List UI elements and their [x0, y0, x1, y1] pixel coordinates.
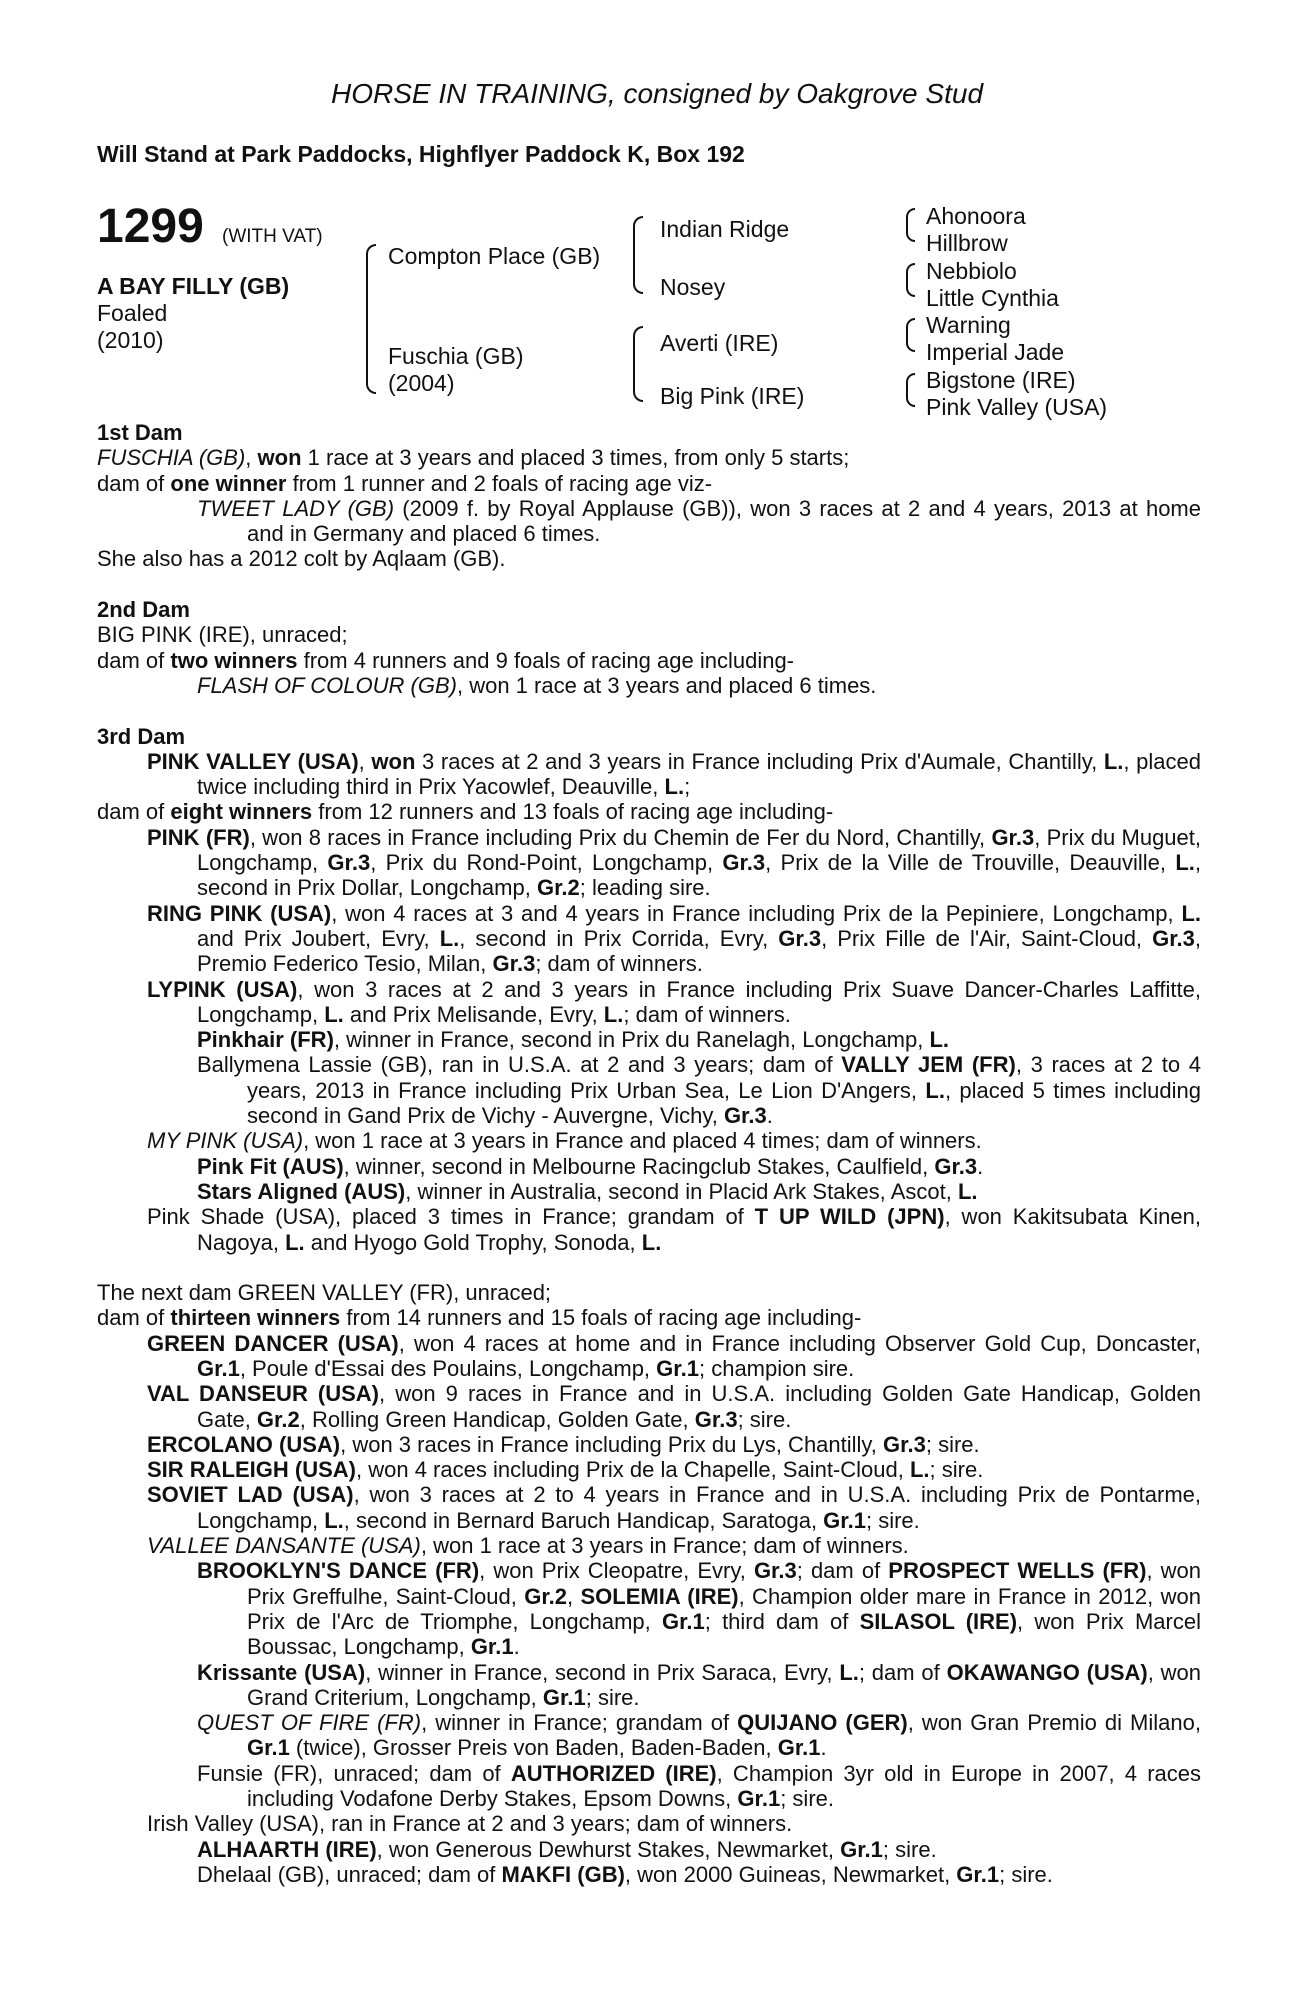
pedigree-dam: Fuschia (GB): [388, 343, 524, 369]
produce-record: [97, 420, 1201, 1887]
produce-entry: SIR RALEIGH (USA), won 4 races including Prix de la Chapelle, Saint-Cloud, L.; sire.: [147, 1457, 984, 1483]
pedigree-g3: Bigstone (IRE): [926, 367, 1076, 393]
produce-entry: Irish Valley (USA), ran in France at 2 and 3 years; dam of winners.: [147, 1811, 793, 1837]
produce-entry: BROOKLYN'S DANCE (FR), won Prix Cleopatre, Evry, Gr.3; dam of PROSPECT WELLS (FR), won Prix Greffulhe, Saint-Cloud, Gr.2, SOLEMIA (IRE), Champion older mare in France in 2012, won Prix de l'Arc de Triomphe, Longchamp, Gr.1; third dam of SILASOL (IRE), won Prix Marcel Boussac, Longchamp, Gr.1.: [197, 1558, 1202, 1660]
dam-entry: dam of eight winners from 12 runners and 13 foals of racing age including-: [97, 799, 834, 825]
lot-name: A BAY FILLY (GB): [97, 273, 290, 299]
pedigree-sire-sire: Indian Ridge: [660, 216, 790, 242]
produce-entry: FLASH OF COLOUR (GB), won 1 race at 3 years and placed 6 times.: [197, 672, 877, 698]
second-dam-heading: 2nd Dam: [97, 597, 190, 623]
pedigree-dam-sire: Averti (IRE): [660, 330, 779, 356]
dam-entry: FUSCHIA (GB), won 1 race at 3 years and placed 3 times, from only 5 starts;: [97, 445, 850, 471]
foaled-year: (2010): [97, 327, 164, 353]
dam-entry: The next dam GREEN VALLEY (FR), unraced;: [97, 1280, 552, 1306]
pedigree-brace-g3c: [906, 318, 915, 352]
produce-entry: VAL DANSEUR (USA), won 9 races in France and in U.S.A. including Golden Gate Handicap, Golden Gate, Gr.2, Rolling Green Handicap, Golden Gate, Gr.3; sire.: [147, 1381, 1201, 1432]
pedigree-g3: Nebbiolo: [926, 258, 1017, 284]
produce-entry: ERCOLANO (USA), won 3 races in France including Prix du Lys, Chantilly, Gr.3; sire.: [147, 1431, 980, 1457]
first-dam-heading: 1st Dam: [97, 420, 183, 445]
pedigree-brace-g3b: [906, 263, 915, 297]
produce-entry: QUEST OF FIRE (FR), winner in France; grandam of QUIJANO (GER), won Gran Premio di Milano, Gr.1 (twice), Grosser Preis von Baden, Baden-Baden, Gr.1.: [197, 1710, 1201, 1761]
pedigree-g3: Warning: [926, 312, 1011, 338]
lot-number: 1299: [97, 200, 204, 253]
catalogue-header: HORSE IN TRAINING, consigned by Oakgrove Stud: [330, 78, 984, 109]
produce-entry: PINK (FR), won 8 races in France including Prix du Chemin de Fer du Nord, Chantilly, Gr.3, Prix du Muguet, Longchamp, Gr.3, Prix du Rond-Point, Longchamp, Gr.3, Prix de la Ville de Trouville, Deauville, L., second in Prix Dollar, Longchamp, Gr.2; leading sire.: [147, 824, 1201, 901]
vat-note: (WITH VAT): [222, 226, 323, 247]
dam-entry: dam of thirteen winners from 14 runners and 15 foals of racing age including-: [97, 1305, 862, 1331]
produce-entry: LYPINK (USA), won 3 races at 2 and 3 years in France including Prix Suave Dancer-Charles Laffitte, Longchamp, L. and Prix Melisande, Evry, L.; dam of winners.: [147, 976, 1201, 1027]
produce-entry: RING PINK (USA), won 4 races at 3 and 4 years in France including Prix de la Pepiniere, Longchamp, L. and Prix Joubert, Evry, L., second in Prix Corrida, Evry, Gr.3, Prix Fille de l'Air, Saint-Cloud, Gr.3, Premio Federico Tesio, Milan, Gr.3; dam of winners.: [147, 900, 1202, 977]
produce-entry: Pink Shade (USA), placed 3 times in France; grandam of T UP WILD (JPN), won Kakitsubata Kinen, Nagoya, L. and Hyogo Gold Trophy, Sonoda, L.: [147, 1204, 1202, 1255]
produce-entry: MY PINK (USA), won 1 race at 3 years in France and placed 4 times; dam of winners.: [147, 1128, 982, 1154]
produce-entry: GREEN DANCER (USA), won 4 races at home and in France including Observer Gold Cup, Doncaster, Gr.1, Poule d'Essai des Poulains, Longchamp, Gr.1; champion sire.: [147, 1330, 1201, 1381]
pedigree-brace-gen1: [366, 244, 376, 394]
pedigree-dam-year: (2004): [388, 370, 455, 396]
produce-entry: Pinkhair (FR), winner in France, second in Prix du Ranelagh, Longchamp, L.: [197, 1027, 950, 1053]
produce-entry: Dhelaal (GB), unraced; dam of MAKFI (GB), won 2000 Guineas, Newmarket, Gr.1; sire.: [197, 1861, 1053, 1887]
produce-entry: Stars Aligned (AUS), winner in Australia, second in Placid Ark Stakes, Ascot, L.: [197, 1178, 978, 1204]
pedigree-g3: Ahonoora: [926, 203, 1026, 229]
pedigree-dam-dam: Big Pink (IRE): [660, 383, 805, 409]
third-dam-heading: 3rd Dam: [97, 723, 186, 749]
dam-entry: PINK VALLEY (USA), won 3 races at 2 and 3 years in France including Prix d'Aumale, Chantilly, L., placed twice including third in Prix Yacowlef, Deauville, L.;: [147, 748, 1201, 800]
stand-location: Will Stand at Park Paddocks, Highflyer Paddock K, Box 192: [97, 141, 745, 167]
foaled-label: Foaled: [97, 300, 168, 326]
produce-note: She also has a 2012 colt by Aqlaam (GB).: [97, 546, 506, 572]
dam-entry: BIG PINK (IRE), unraced;: [97, 622, 348, 648]
produce-entry: Pink Fit (AUS), winner, second in Melbourne Racingclub Stakes, Caulfield, Gr.3.: [197, 1153, 984, 1179]
pedigree-brace-dam: [633, 326, 643, 402]
dam-entry: dam of one winner from 1 runner and 2 foals of racing age viz-: [97, 470, 713, 496]
produce-entry: SOVIET LAD (USA), won 3 races at 2 to 4 years in France and in U.S.A. including Prix de Pontarme, Longchamp, L., second in Bernard Baruch Handicap, Saratoga, Gr.1; sire.: [147, 1482, 1201, 1533]
produce-entry: ALHAARTH (IRE), won Generous Dewhurst Stakes, Newmarket, Gr.1; sire.: [197, 1836, 937, 1862]
produce-entry: Ballymena Lassie (GB), ran in U.S.A. at 2 and 3 years; dam of VALLY JEM (FR), 3 races at 2 to 4 years, 2013 in France including Prix Urban Sea, Le Lion D'Angers, L., placed 5 times including second in Gand Prix de Vichy - Auvergne, Vichy, Gr.3.: [197, 1052, 1201, 1129]
pedigree-brace-g3d: [906, 373, 915, 407]
pedigree-g3: Little Cynthia: [926, 285, 1059, 311]
pedigree-brace-g3a: [906, 208, 915, 242]
produce-entry: Krissante (USA), winner in France, second in Prix Saraca, Evry, L.; dam of OKAWANGO (USA), won Grand Criterium, Longchamp, Gr.1; sire.: [197, 1659, 1201, 1710]
dam-entry: dam of two winners from 4 runners and 9 foals of racing age including-: [97, 647, 795, 673]
pedigree-sire: Compton Place (GB): [388, 243, 601, 269]
pedigree-g3: Pink Valley (USA): [926, 394, 1108, 420]
pedigree-g3: Imperial Jade: [926, 339, 1065, 365]
pedigree-brace-sire: [633, 216, 643, 294]
produce-entry: VALLEE DANSANTE (USA), won 1 race at 3 years in France; dam of winners.: [147, 1533, 909, 1559]
pedigree-sire-dam: Nosey: [660, 274, 726, 300]
produce-entry: Funsie (FR), unraced; dam of AUTHORIZED (IRE), Champion 3yr old in Europe in 2007, 4 races including Vodafone Derby Stakes, Epsom Downs, Gr.1; sire.: [197, 1760, 1201, 1812]
produce-entry: TWEET LADY (GB) (2009 f. by Royal Applause (GB)), won 3 races at 2 and 4 years, 2013 at home and in Germany and placed 6 times.: [197, 495, 1201, 547]
pedigree-g3: Hillbrow: [926, 230, 1008, 256]
